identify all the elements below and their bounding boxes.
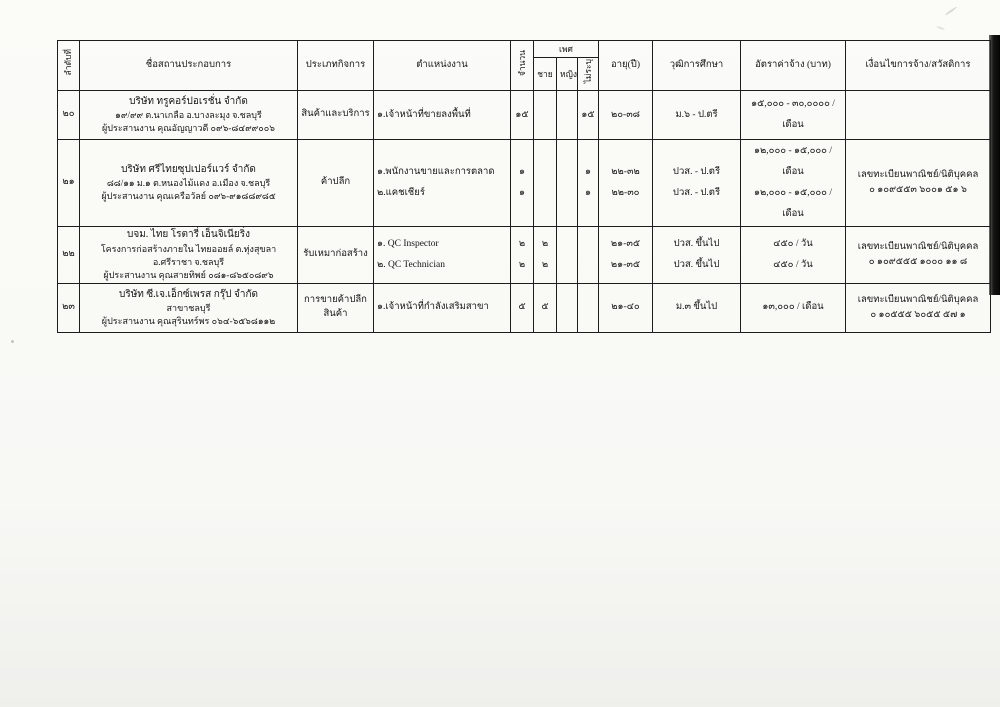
company-cell	[80, 227, 298, 284]
company-cell	[80, 283, 298, 332]
company-contact: ผู้ประสานงาน คุณสุรินทร์พร ๐๖๔-๖๕๖๘๑๑๒	[101, 316, 276, 327]
company-address: ๘๘/๑๑ ม.๑ ต.หนองไม้แดง อ.เมือง จ.ชลบุรี	[106, 178, 271, 189]
conditions-cell: เลขทะเบียนพาณิชย์/นิติบุคคล ๐ ๑๐๙๕๕๓ ๖๐๐๑ ๕๑ ๖	[846, 140, 991, 227]
education-cell: ม.๓ ขึ้นไป	[653, 283, 741, 332]
company-contact: ผู้ประสานงาน คุณสายทิพย์ ๐๘๑-๘๖๕๐๘๙๖	[103, 269, 274, 280]
job-listings-table	[57, 40, 991, 333]
age-cell: ๒๒-๓๒ ๒๒-๓๐	[599, 140, 653, 227]
position-item: ๑.พนักงานขายและการตลาด	[377, 167, 495, 178]
male-cell	[534, 140, 557, 227]
company-contact: ผู้ประสานงาน คุณเครือวัลย์ ๐๙๖-๙๑๘๘๙๘๕	[101, 191, 276, 202]
col-header-male: ชาย	[534, 58, 557, 91]
wage-cell: ๑๕,๐๐๐ - ๓๐,๐๐๐๐ / เดือน	[741, 91, 846, 140]
education-cell: ม.๖ - ป.ตรี	[653, 91, 741, 140]
age-cell: ๒๑-๓๕ ๒๑-๓๕	[599, 227, 653, 284]
business-type-cell: รับเหมาก่อสร้าง	[298, 227, 374, 284]
quantity-cell: ๑ ๑	[511, 140, 534, 227]
female-cell	[557, 283, 578, 332]
col-header-business-type: ประเภทกิจการ	[298, 41, 374, 91]
conditions-cell: เลขทะเบียนพาณิชย์/นิติบุคคล ๐ ๑๐๙๕๕๕ ๑๐๐๐ ๑๑ ๘	[846, 227, 991, 284]
male-cell: ๒ ๒	[534, 227, 557, 284]
company-name: บริษัท ทรูคอร์ปอเรชั่น จำกัด	[129, 95, 248, 107]
col-header-unspecified-label: ไม่ระบุ	[582, 59, 593, 84]
business-type-cell: การขายค้าปลีกสินค้า	[298, 283, 374, 332]
col-header-quantity-label: จำนวน	[516, 49, 527, 76]
female-cell	[557, 227, 578, 284]
scan-artifact	[945, 6, 958, 16]
company-address: ๑๙/๙๙ ต.นาเกลือ อ.บางละมุง จ.ชลบุรี	[115, 110, 262, 121]
col-header-female: หญิง	[557, 58, 578, 91]
col-header-position: ตำแหน่งงาน	[374, 41, 511, 91]
education-cell: ปวส. ขึ้นไป ปวส. ขึ้นไป	[653, 227, 741, 284]
business-type-cell: ค้าปลีก	[298, 140, 374, 227]
company-contact: ผู้ประสานงาน คุณอัญญาวดี ๐๙๖-๘๔๙๙๐๐๖	[102, 123, 275, 134]
male-cell: ๕	[534, 283, 557, 332]
business-type-cell: สินค้าและบริการ	[298, 91, 374, 140]
col-header-index	[58, 41, 80, 91]
conditions-cell	[846, 91, 991, 140]
col-header-unspecified	[578, 58, 599, 91]
age-cell: ๒๐-๓๘	[599, 91, 653, 140]
male-cell	[534, 91, 557, 140]
position-item: ๒.แคชเชียร์	[377, 188, 425, 199]
col-header-age: อายุ(ปี)	[599, 41, 653, 91]
row-number: ๒๑	[58, 140, 80, 227]
unspecified-cell	[578, 283, 599, 332]
scan-artifact	[936, 26, 945, 31]
company-name: บริษัท ซี.เจ.เอ็กซ์เพรส กรุ๊ป จำกัด	[118, 288, 258, 300]
table-row	[58, 91, 991, 140]
position-item: ๒. QC Technician	[377, 259, 445, 270]
company-address: โครงการก่อสร้างภายใน ไทยออยล์ ต.ทุ่งสุขลา อ.ศรีราชา จ.ชลบุรี	[100, 243, 277, 267]
positions-cell	[374, 91, 511, 140]
position-item: ๑.เจ้าหน้าที่ขายลงพื้นที่	[377, 109, 471, 120]
col-header-wage: อัตราค่าจ้าง (บาท)	[741, 41, 846, 91]
education-cell: ปวส. - ป.ตรี ปวส. - ป.ตรี	[653, 140, 741, 227]
conditions-cell: เลขทะเบียนพาณิชย์/นิติบุคคล ๐ ๑๐๕๕๕ ๖๐๕๕ ๕๗ ๑	[846, 283, 991, 332]
table-row	[58, 283, 991, 332]
company-name: บจม. ไทย โรตารี่ เอ็นจิเนียริ่ง	[127, 229, 250, 241]
unspecified-cell: ๑๕	[578, 91, 599, 140]
row-number: ๒๒	[58, 227, 80, 284]
company-branch: สาขาชลบุรี	[166, 303, 211, 314]
wage-cell: ๑๒,๐๐๐ - ๑๕,๐๐๐ / เดือน ๑๒,๐๐๐ - ๑๕,๐๐๐ / เดือน	[741, 140, 846, 227]
table-row	[58, 227, 991, 284]
position-item: ๑. QC Inspector	[377, 238, 439, 249]
col-header-company: ชื่อสถานประกอบการ	[80, 41, 298, 91]
unspecified-cell: ๑ ๑	[578, 140, 599, 227]
col-header-index-label: ลำดับที่	[63, 49, 74, 76]
female-cell	[557, 91, 578, 140]
positions-cell	[374, 227, 511, 284]
positions-cell	[374, 140, 511, 227]
table-row	[58, 140, 991, 227]
wage-cell: ๔๕๐ / วัน ๔๕๐ / วัน	[741, 227, 846, 284]
age-cell: ๒๑-๔๐	[599, 283, 653, 332]
company-cell	[80, 140, 298, 227]
female-cell	[557, 140, 578, 227]
col-header-conditions: เงื่อนไขการจ้าง/สวัสดิการ	[846, 41, 991, 91]
unspecified-cell	[578, 227, 599, 284]
quantity-cell: ๕	[511, 283, 534, 332]
col-header-quantity	[511, 41, 534, 91]
position-item: ๑.เจ้าหน้าที่กำลังเสริมสาขา	[377, 302, 489, 313]
quantity-cell: ๑๕	[511, 91, 534, 140]
row-number: ๒๐	[58, 91, 80, 140]
col-header-sex: เพศ	[534, 41, 599, 58]
positions-cell	[374, 283, 511, 332]
wage-cell: ๑๓,๐๐๐ / เดือน	[741, 283, 846, 332]
company-cell	[80, 91, 298, 140]
quantity-cell: ๒ ๒	[511, 227, 534, 284]
company-name: บริษัท ศรีไทยซุปเปอร์แวร์ จำกัด	[121, 163, 256, 175]
row-number: ๒๓	[58, 283, 80, 332]
scan-artifact	[11, 340, 14, 343]
col-header-education: วุฒิการศึกษา	[653, 41, 741, 91]
